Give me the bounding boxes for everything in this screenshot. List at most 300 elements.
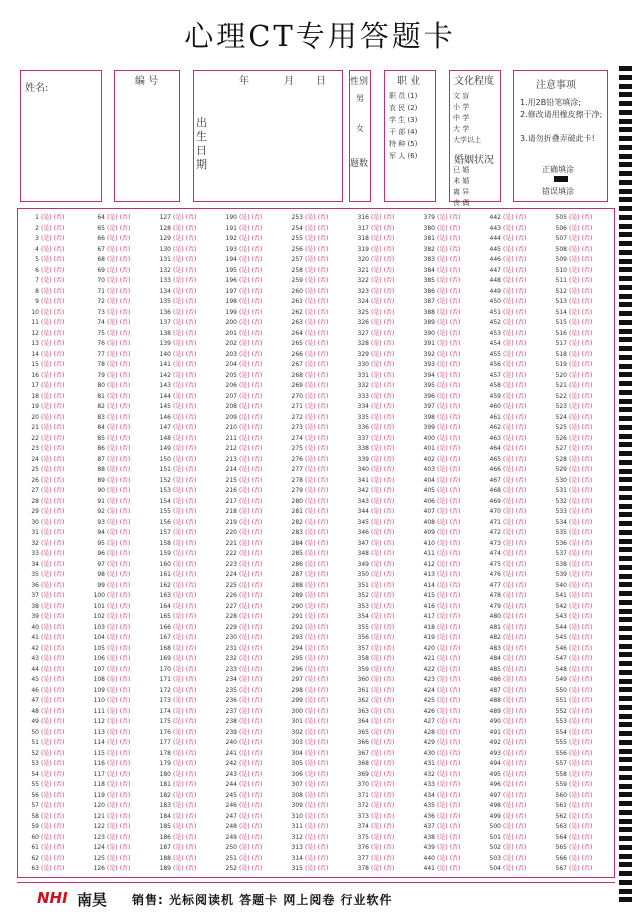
answer-row[interactable]: [550, 371, 616, 380]
yes-bubble[interactable]: (是): [437, 434, 448, 442]
yes-bubble[interactable]: (是): [437, 403, 448, 410]
yes-bubble[interactable]: (是): [569, 707, 580, 715]
no-bubble[interactable]: (否): [317, 308, 329, 316]
no-bubble[interactable]: (否): [185, 434, 197, 442]
no-bubble[interactable]: (否): [251, 319, 263, 326]
answer-row[interactable]: [352, 570, 418, 579]
yes-bubble[interactable]: (是): [41, 277, 52, 284]
answer-row[interactable]: [418, 591, 484, 600]
yes-bubble[interactable]: (是): [371, 665, 382, 673]
yes-bubble[interactable]: (是): [305, 655, 316, 662]
no-bubble[interactable]: (否): [317, 487, 329, 494]
yes-bubble[interactable]: (是): [107, 833, 118, 841]
yes-bubble[interactable]: (是): [41, 476, 52, 484]
answer-row[interactable]: [220, 507, 286, 516]
no-bubble[interactable]: (否): [251, 854, 263, 862]
answer-row[interactable]: [220, 392, 286, 401]
answer-row[interactable]: [22, 287, 88, 296]
no-bubble[interactable]: (否): [581, 665, 593, 673]
answer-row[interactable]: [418, 465, 484, 474]
answer-row[interactable]: [22, 549, 88, 558]
no-bubble[interactable]: (否): [449, 602, 461, 610]
answer-row[interactable]: [418, 770, 484, 779]
answer-row[interactable]: [352, 633, 418, 642]
yes-bubble[interactable]: (是): [371, 844, 382, 851]
answer-row[interactable]: [88, 833, 154, 842]
answer-row[interactable]: [22, 528, 88, 537]
no-bubble[interactable]: (否): [251, 707, 263, 715]
yes-bubble[interactable]: (是): [41, 644, 52, 652]
answer-row[interactable]: [484, 707, 550, 716]
no-bubble[interactable]: (否): [185, 739, 197, 746]
answer-row[interactable]: [286, 843, 352, 852]
no-bubble[interactable]: (否): [119, 529, 131, 536]
answer-row[interactable]: [154, 413, 220, 422]
no-bubble[interactable]: (否): [53, 319, 65, 326]
yes-bubble[interactable]: (是): [371, 487, 382, 494]
no-bubble[interactable]: (否): [251, 697, 263, 704]
no-bubble[interactable]: (否): [317, 424, 329, 431]
answer-row[interactable]: [154, 497, 220, 506]
yes-bubble[interactable]: (是): [173, 707, 184, 715]
yes-bubble[interactable]: (是): [371, 571, 382, 578]
no-bubble[interactable]: (否): [515, 224, 527, 232]
yes-bubble[interactable]: (是): [173, 476, 184, 484]
yes-bubble[interactable]: (是): [305, 245, 316, 253]
no-bubble[interactable]: (否): [185, 560, 197, 568]
yes-bubble[interactable]: (是): [305, 235, 316, 242]
answer-row[interactable]: [352, 507, 418, 516]
no-bubble[interactable]: (否): [251, 770, 263, 778]
yes-bubble[interactable]: (是): [305, 298, 316, 305]
no-bubble[interactable]: (否): [185, 697, 197, 704]
yes-bubble[interactable]: (是): [239, 781, 250, 788]
no-bubble[interactable]: (否): [515, 602, 527, 610]
answer-row[interactable]: [22, 591, 88, 600]
answer-row[interactable]: [286, 686, 352, 695]
answer-row[interactable]: [418, 339, 484, 348]
yes-bubble[interactable]: (是): [371, 224, 382, 232]
answer-row[interactable]: [352, 434, 418, 443]
yes-bubble[interactable]: (是): [107, 508, 118, 515]
yes-bubble[interactable]: (是): [239, 602, 250, 610]
no-bubble[interactable]: (否): [317, 529, 329, 536]
answer-row[interactable]: [550, 791, 616, 800]
no-bubble[interactable]: (否): [119, 623, 131, 631]
no-bubble[interactable]: (否): [251, 592, 263, 599]
no-bubble[interactable]: (否): [317, 539, 329, 547]
no-bubble[interactable]: (否): [251, 508, 263, 515]
no-bubble[interactable]: (否): [53, 833, 65, 841]
yes-bubble[interactable]: (是): [503, 728, 514, 736]
answer-row[interactable]: [220, 497, 286, 506]
answer-row[interactable]: [22, 822, 88, 831]
yes-bubble[interactable]: (是): [41, 529, 52, 536]
yes-bubble[interactable]: (是): [437, 739, 448, 746]
no-bubble[interactable]: (否): [185, 403, 197, 410]
answer-row[interactable]: [88, 518, 154, 527]
no-bubble[interactable]: (否): [53, 697, 65, 704]
culture-option[interactable]: 大 学: [453, 125, 470, 133]
answer-row[interactable]: [220, 654, 286, 663]
no-bubble[interactable]: (否): [515, 413, 527, 421]
no-bubble[interactable]: (否): [515, 277, 527, 284]
yes-bubble[interactable]: (是): [569, 350, 580, 358]
no-bubble[interactable]: (否): [581, 844, 593, 851]
yes-bubble[interactable]: (是): [305, 676, 316, 683]
answer-row[interactable]: [220, 833, 286, 842]
yes-bubble[interactable]: (是): [305, 266, 316, 274]
no-bubble[interactable]: (否): [581, 245, 593, 253]
answer-row[interactable]: [352, 329, 418, 338]
answer-row[interactable]: [154, 696, 220, 705]
answer-row[interactable]: [154, 360, 220, 369]
answer-row[interactable]: [418, 728, 484, 737]
no-bubble[interactable]: (否): [119, 508, 131, 515]
answer-row[interactable]: [286, 245, 352, 254]
no-bubble[interactable]: (否): [185, 224, 197, 232]
no-bubble[interactable]: (否): [53, 634, 65, 641]
no-bubble[interactable]: (否): [581, 382, 593, 389]
no-bubble[interactable]: (否): [515, 466, 527, 473]
yes-bubble[interactable]: (是): [173, 508, 184, 515]
no-bubble[interactable]: (否): [449, 697, 461, 704]
no-bubble[interactable]: (否): [581, 371, 593, 379]
no-bubble[interactable]: (否): [119, 686, 131, 694]
yes-bubble[interactable]: (是): [305, 361, 316, 368]
no-bubble[interactable]: (否): [515, 581, 527, 589]
answer-row[interactable]: [286, 644, 352, 653]
answer-row[interactable]: [550, 266, 616, 275]
answer-row[interactable]: [88, 581, 154, 590]
yes-bubble[interactable]: (是): [371, 833, 382, 841]
answer-row[interactable]: [352, 213, 418, 222]
yes-bubble[interactable]: (是): [305, 529, 316, 536]
no-bubble[interactable]: (否): [53, 865, 65, 872]
answer-row[interactable]: [22, 486, 88, 495]
answer-row[interactable]: [22, 759, 88, 768]
no-bubble[interactable]: (否): [515, 308, 527, 316]
no-bubble[interactable]: (否): [581, 340, 593, 347]
answer-row[interactable]: [550, 234, 616, 243]
answer-row[interactable]: [352, 749, 418, 758]
answer-row[interactable]: [484, 591, 550, 600]
yes-bubble[interactable]: (是): [305, 277, 316, 284]
no-bubble[interactable]: (否): [581, 529, 593, 536]
answer-row[interactable]: [418, 780, 484, 789]
yes-bubble[interactable]: (是): [107, 686, 118, 694]
answer-row[interactable]: [286, 602, 352, 611]
answer-row[interactable]: [220, 707, 286, 716]
answer-row[interactable]: [88, 801, 154, 810]
yes-bubble[interactable]: (是): [173, 340, 184, 347]
no-bubble[interactable]: (否): [251, 224, 263, 232]
no-bubble[interactable]: (否): [251, 434, 263, 442]
yes-bubble[interactable]: (是): [437, 707, 448, 715]
no-bubble[interactable]: (否): [383, 802, 395, 809]
yes-bubble[interactable]: (是): [437, 308, 448, 316]
answer-row[interactable]: [88, 854, 154, 863]
answer-row[interactable]: [22, 812, 88, 821]
yes-bubble[interactable]: (是): [173, 329, 184, 337]
no-bubble[interactable]: (否): [251, 413, 263, 421]
answer-row[interactable]: [484, 539, 550, 548]
no-bubble[interactable]: (否): [251, 455, 263, 463]
yes-bubble[interactable]: (是): [503, 539, 514, 547]
yes-bubble[interactable]: (是): [305, 844, 316, 851]
no-bubble[interactable]: (否): [53, 424, 65, 431]
answer-row[interactable]: [550, 287, 616, 296]
answer-row[interactable]: [88, 360, 154, 369]
answer-row[interactable]: [418, 633, 484, 642]
no-bubble[interactable]: (否): [515, 434, 527, 442]
yes-bubble[interactable]: (是): [107, 728, 118, 736]
yes-bubble[interactable]: (是): [371, 686, 382, 694]
answer-row[interactable]: [418, 423, 484, 432]
answer-row[interactable]: [484, 234, 550, 243]
yes-bubble[interactable]: (是): [569, 655, 580, 662]
answer-row[interactable]: [550, 686, 616, 695]
yes-bubble[interactable]: (是): [41, 308, 52, 316]
no-bubble[interactable]: (否): [53, 623, 65, 631]
no-bubble[interactable]: (否): [449, 224, 461, 232]
yes-bubble[interactable]: (是): [41, 665, 52, 673]
answer-row[interactable]: [484, 266, 550, 275]
no-bubble[interactable]: (否): [581, 833, 593, 841]
yes-bubble[interactable]: (是): [437, 550, 448, 557]
no-bubble[interactable]: (否): [119, 455, 131, 463]
yes-bubble[interactable]: (是): [371, 424, 382, 431]
answer-row[interactable]: [154, 686, 220, 695]
yes-bubble[interactable]: (是): [239, 865, 250, 872]
answer-row[interactable]: [352, 560, 418, 569]
yes-bubble[interactable]: (是): [305, 802, 316, 809]
yes-bubble[interactable]: (是): [371, 613, 382, 620]
answer-row[interactable]: [220, 843, 286, 852]
answer-row[interactable]: [286, 392, 352, 401]
answer-row[interactable]: [154, 423, 220, 432]
no-bubble[interactable]: (否): [251, 350, 263, 358]
yes-bubble[interactable]: (是): [437, 518, 448, 526]
answer-row[interactable]: [484, 507, 550, 516]
yes-bubble[interactable]: (是): [371, 308, 382, 316]
no-bubble[interactable]: (否): [251, 812, 263, 820]
yes-bubble[interactable]: (是): [371, 266, 382, 274]
answer-row[interactable]: [352, 707, 418, 716]
yes-bubble[interactable]: (是): [107, 424, 118, 431]
answer-row[interactable]: [286, 266, 352, 275]
no-bubble[interactable]: (否): [449, 350, 461, 358]
yes-bubble[interactable]: (是): [107, 581, 118, 589]
no-bubble[interactable]: (否): [515, 392, 527, 400]
answer-row[interactable]: [550, 549, 616, 558]
no-bubble[interactable]: (否): [185, 760, 197, 767]
answer-row[interactable]: [550, 749, 616, 758]
no-bubble[interactable]: (否): [119, 655, 131, 662]
yes-bubble[interactable]: (是): [503, 287, 514, 295]
yes-bubble[interactable]: (是): [437, 466, 448, 473]
answer-row[interactable]: [484, 770, 550, 779]
yes-bubble[interactable]: (是): [305, 665, 316, 673]
yes-bubble[interactable]: (是): [107, 287, 118, 295]
culture-option[interactable]: 小 学: [453, 103, 470, 111]
no-bubble[interactable]: (否): [449, 802, 461, 809]
yes-bubble[interactable]: (是): [239, 623, 250, 631]
no-bubble[interactable]: (否): [317, 224, 329, 232]
no-bubble[interactable]: (否): [251, 287, 263, 295]
no-bubble[interactable]: (否): [317, 266, 329, 274]
yes-bubble[interactable]: (是): [305, 865, 316, 872]
yes-bubble[interactable]: (是): [107, 529, 118, 536]
answer-row[interactable]: [220, 854, 286, 863]
no-bubble[interactable]: (否): [449, 812, 461, 820]
no-bubble[interactable]: (否): [383, 392, 395, 400]
answer-row[interactable]: [286, 444, 352, 453]
answer-row[interactable]: [484, 381, 550, 390]
no-bubble[interactable]: (否): [119, 802, 131, 809]
no-bubble[interactable]: (否): [53, 466, 65, 473]
yes-bubble[interactable]: (是): [239, 466, 250, 473]
answer-row[interactable]: [352, 392, 418, 401]
answer-row[interactable]: [154, 224, 220, 233]
yes-bubble[interactable]: (是): [41, 560, 52, 568]
yes-bubble[interactable]: (是): [305, 371, 316, 379]
answer-row[interactable]: [418, 381, 484, 390]
yes-bubble[interactable]: (是): [371, 529, 382, 536]
yes-bubble[interactable]: (是): [503, 235, 514, 242]
yes-bubble[interactable]: (是): [569, 749, 580, 757]
no-bubble[interactable]: (否): [317, 833, 329, 841]
yes-bubble[interactable]: (是): [503, 739, 514, 746]
yes-bubble[interactable]: (是): [437, 623, 448, 631]
no-bubble[interactable]: (否): [449, 277, 461, 284]
no-bubble[interactable]: (否): [449, 445, 461, 452]
answer-row[interactable]: [484, 791, 550, 800]
no-bubble[interactable]: (否): [119, 592, 131, 599]
no-bubble[interactable]: (否): [53, 413, 65, 421]
answer-row[interactable]: [286, 833, 352, 842]
yes-bubble[interactable]: (是): [371, 277, 382, 284]
yes-bubble[interactable]: (是): [107, 413, 118, 421]
no-bubble[interactable]: (否): [251, 329, 263, 337]
answer-row[interactable]: [22, 602, 88, 611]
yes-bubble[interactable]: (是): [239, 581, 250, 589]
yes-bubble[interactable]: (是): [107, 623, 118, 631]
no-bubble[interactable]: (否): [119, 277, 131, 284]
no-bubble[interactable]: (否): [185, 833, 197, 841]
answer-row[interactable]: [550, 675, 616, 684]
answer-row[interactable]: [88, 234, 154, 243]
yes-bubble[interactable]: (是): [107, 655, 118, 662]
yes-bubble[interactable]: (是): [371, 770, 382, 778]
yes-bubble[interactable]: (是): [107, 382, 118, 389]
yes-bubble[interactable]: (是): [41, 571, 52, 578]
yes-bubble[interactable]: (是): [437, 634, 448, 641]
no-bubble[interactable]: (否): [449, 466, 461, 473]
yes-bubble[interactable]: (是): [569, 613, 580, 620]
answer-row[interactable]: [286, 360, 352, 369]
no-bubble[interactable]: (否): [185, 613, 197, 620]
no-bubble[interactable]: (否): [119, 245, 131, 253]
yes-bubble[interactable]: (是): [41, 655, 52, 662]
no-bubble[interactable]: (否): [251, 718, 263, 725]
answer-row[interactable]: [418, 644, 484, 653]
no-bubble[interactable]: (否): [317, 455, 329, 463]
no-bubble[interactable]: (否): [53, 592, 65, 599]
answer-row[interactable]: [286, 371, 352, 380]
answer-row[interactable]: [550, 633, 616, 642]
answer-row[interactable]: [286, 486, 352, 495]
no-bubble[interactable]: (否): [185, 802, 197, 809]
occupation-option[interactable]: 干 部 (4): [389, 128, 418, 136]
answer-row[interactable]: [418, 318, 484, 327]
no-bubble[interactable]: (否): [449, 361, 461, 368]
yes-bubble[interactable]: (是): [107, 476, 118, 484]
no-bubble[interactable]: (否): [449, 865, 461, 872]
no-bubble[interactable]: (否): [317, 434, 329, 442]
answer-row[interactable]: [286, 780, 352, 789]
yes-bubble[interactable]: (是): [569, 382, 580, 389]
no-bubble[interactable]: (否): [581, 319, 593, 326]
no-bubble[interactable]: (否): [185, 445, 197, 452]
no-bubble[interactable]: (否): [53, 497, 65, 505]
yes-bubble[interactable]: (是): [239, 802, 250, 809]
answer-row[interactable]: [352, 486, 418, 495]
yes-bubble[interactable]: (是): [569, 718, 580, 725]
no-bubble[interactable]: (否): [251, 392, 263, 400]
no-bubble[interactable]: (否): [383, 403, 395, 410]
yes-bubble[interactable]: (是): [569, 403, 580, 410]
yes-bubble[interactable]: (是): [437, 277, 448, 284]
yes-bubble[interactable]: (是): [437, 770, 448, 778]
answer-row[interactable]: [22, 539, 88, 548]
no-bubble[interactable]: (否): [449, 424, 461, 431]
no-bubble[interactable]: (否): [383, 266, 395, 274]
yes-bubble[interactable]: (是): [437, 697, 448, 704]
answer-row[interactable]: [22, 392, 88, 401]
answer-row[interactable]: [550, 308, 616, 317]
answer-row[interactable]: [418, 812, 484, 821]
answer-row[interactable]: [484, 822, 550, 831]
answer-row[interactable]: [154, 560, 220, 569]
answer-row[interactable]: [550, 360, 616, 369]
no-bubble[interactable]: (否): [449, 539, 461, 547]
yes-bubble[interactable]: (是): [107, 235, 118, 242]
no-bubble[interactable]: (否): [251, 214, 263, 221]
yes-bubble[interactable]: (是): [503, 508, 514, 515]
no-bubble[interactable]: (否): [383, 287, 395, 295]
answer-row[interactable]: [352, 602, 418, 611]
occupation-option[interactable]: 学 生 (3): [389, 116, 418, 124]
yes-bubble[interactable]: (是): [305, 487, 316, 494]
yes-bubble[interactable]: (是): [569, 539, 580, 547]
answer-row[interactable]: [418, 497, 484, 506]
answer-row[interactable]: [352, 402, 418, 411]
no-bubble[interactable]: (否): [515, 865, 527, 872]
no-bubble[interactable]: (否): [119, 235, 131, 242]
answer-row[interactable]: [154, 444, 220, 453]
answer-row[interactable]: [352, 623, 418, 632]
yes-bubble[interactable]: (是): [503, 224, 514, 232]
no-bubble[interactable]: (否): [515, 287, 527, 295]
yes-bubble[interactable]: (是): [503, 571, 514, 578]
no-bubble[interactable]: (否): [449, 518, 461, 526]
answer-row[interactable]: [22, 654, 88, 663]
answer-row[interactable]: [484, 350, 550, 359]
answer-row[interactable]: [352, 728, 418, 737]
yes-bubble[interactable]: (是): [503, 707, 514, 715]
yes-bubble[interactable]: (是): [437, 728, 448, 736]
